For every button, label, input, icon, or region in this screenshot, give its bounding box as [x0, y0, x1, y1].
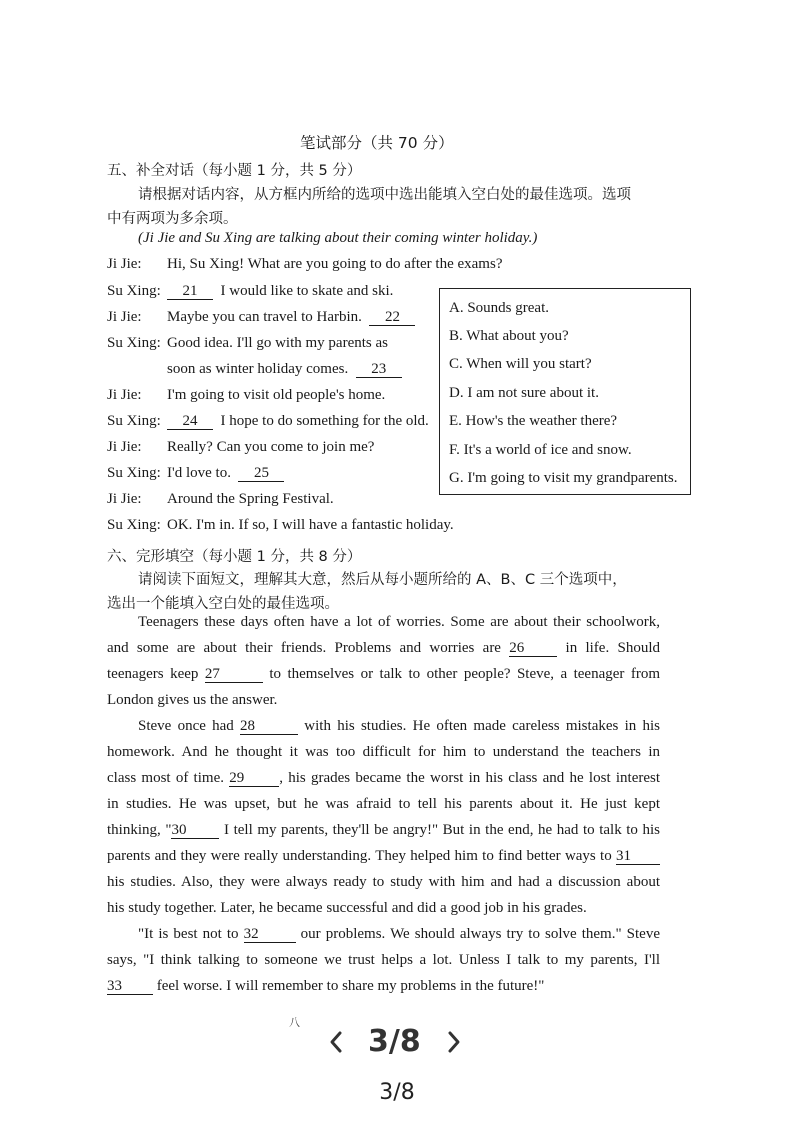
option-f: F. It's a world of ice and snow. [449, 442, 632, 458]
passage-line: says, "I think talking to someone we trust helps a lot. Unless I talk to my parents, I'll [107, 952, 660, 968]
dialogue-text: I would like to skate and ski. [220, 283, 394, 299]
passage-line: in studies. He was upset, but he was afraid to tell his parents about it. He just kept [107, 796, 660, 812]
passage-line [138, 718, 660, 735]
dialogue-line [107, 413, 429, 430]
passage-text: "It is best not to [138, 926, 239, 942]
dialogue-text: I'm going to visit old people's home. [167, 387, 386, 403]
dialogue-text: soon as winter holiday comes. [167, 361, 349, 377]
passage-text: in life. Should [565, 640, 661, 656]
option-d: D. I am not sure about it. [449, 385, 599, 401]
dialogue-line [107, 335, 388, 352]
passage-line [107, 978, 660, 995]
dialogue-line [107, 387, 385, 404]
option-a: A. Sounds great. [449, 300, 549, 316]
blank-29: 29 [229, 771, 279, 787]
passage-line [107, 666, 660, 683]
passage-text: class most of time. [107, 770, 224, 786]
section6-instruction-1: 请阅读下面短文，理解其大意，然后从每小题所给的 A、B、C 三个选项中， [138, 572, 627, 588]
speaker: Su Xing: [107, 517, 161, 533]
option-e: E. How's the weather there? [449, 413, 618, 429]
blank-24: 24 [167, 414, 213, 430]
blank-26: 26 [509, 641, 557, 657]
passage-line [107, 822, 660, 839]
dialogue-context: (Ji Jie and Su Xing are talking about their coming winter holiday.) [138, 230, 538, 246]
stray-mark: 八 [289, 1016, 300, 1029]
passage-text: and some are about their friends. Problems and worries are [107, 640, 501, 656]
passage-text: with his studies. He often made careless mistakes in his [304, 718, 660, 734]
passage-text: feel worse. I will remember to share my problems in the future!" [156, 978, 545, 994]
passage-text: our problems. We should always try to solve them." Steve [300, 926, 660, 942]
dialogue-line [107, 256, 502, 273]
option-c: C. When will you start? [449, 356, 592, 372]
dialogue-line [107, 465, 284, 482]
passage-line [138, 926, 660, 943]
speaker: Su Xing: [107, 283, 161, 299]
blank-21: 21 [167, 284, 213, 300]
section5-instruction-1: 请根据对话内容，从方框内所给的选项中选出能填入空白处的最佳选项。选项 [138, 187, 631, 203]
dialogue-text: Maybe you can travel to Harbin. [167, 309, 362, 325]
passage-line: Teenagers these days often have a lot of worries. Some are about their schoolwork, [138, 614, 660, 630]
dialogue-line [107, 283, 393, 300]
page-number-footer: 3/8 [379, 1080, 415, 1105]
dialogue-text: I'd love to. [167, 465, 231, 481]
chevron-left-icon[interactable] [328, 1030, 344, 1061]
blank-31: 31 [616, 849, 660, 865]
speaker: Su Xing: [107, 413, 161, 429]
passage-text: I tell my parents, they'll be angry!" But in the end, he had to talk to his [224, 822, 661, 838]
blank-23: 23 [356, 362, 402, 378]
passage-line [107, 640, 660, 657]
speaker: Ji Jie: [107, 256, 142, 272]
passage-line: London gives us the answer. [107, 692, 278, 708]
passage-text: , his grades became the worst in his class and he lost interest [279, 770, 661, 786]
speaker: Su Xing: [107, 465, 161, 481]
blank-28: 28 [240, 719, 298, 735]
dialogue-line [107, 309, 415, 326]
page-indicator: 3/8 [368, 1024, 421, 1059]
page-title: 笔试部分（共 70 分） [300, 134, 454, 152]
passage-line [107, 848, 660, 865]
speaker: Ji Jie: [107, 387, 142, 403]
blank-25: 25 [238, 466, 284, 482]
blank-27: 27 [205, 667, 263, 683]
blank-22: 22 [369, 310, 415, 326]
dialogue-text: Really? Can you come to join me? [167, 439, 375, 455]
option-g: G. I'm going to visit my grandparents. [449, 470, 678, 486]
speaker: Ji Jie: [107, 491, 142, 507]
passage-text: to themselves or talk to other people? Steve, a teenager from [269, 666, 661, 682]
options-box [439, 288, 691, 495]
passage-text: parents and they were really understanding. They helped him to find better ways to [107, 848, 612, 864]
section6-instruction-2: 选出一个能填入空白处的最佳选项。 [107, 596, 339, 612]
dialogue-text: Around the Spring Festival. [167, 491, 334, 507]
dialogue-line [167, 361, 402, 378]
passage-text: Steve once had [138, 718, 234, 734]
section5-instruction-2: 中有两项为多余项。 [107, 211, 238, 227]
passage-line: his studies. Also, they were always ready to study with him and had a discussion about [107, 874, 660, 890]
speaker: Su Xing: [107, 335, 161, 351]
section6-heading: 六、完形填空（每小题 1 分，共 8 分） [107, 549, 362, 565]
passage-line [107, 770, 660, 787]
chevron-right-icon[interactable] [446, 1030, 462, 1061]
blank-33: 33 [107, 979, 153, 995]
page-navigator [328, 1024, 468, 1064]
option-b: B. What about you? [449, 328, 569, 344]
speaker: Ji Jie: [107, 309, 142, 325]
section5-heading: 五、补全对话（每小题 1 分，共 5 分） [107, 163, 362, 179]
passage-line: homework. And he thought it was too difficult for him to understand the teachers in [107, 744, 660, 760]
dialogue-text: OK. I'm in. If so, I will have a fantastic holiday. [167, 517, 454, 533]
dialogue-text: Good idea. I'll go with my parents as [167, 335, 388, 351]
passage-text: teenagers keep [107, 666, 199, 682]
dialogue-line [107, 491, 334, 508]
blank-32: 32 [244, 927, 296, 943]
passage-text: thinking, " [107, 822, 172, 838]
speaker: Ji Jie: [107, 439, 142, 455]
passage-line: his study together. Later, he became successful and did a good job in his grades. [107, 900, 587, 916]
dialogue-line [107, 439, 374, 456]
dialogue-text: I hope to do something for the old. [220, 413, 429, 429]
dialogue-text: Hi, Su Xing! What are you going to do after the exams? [167, 256, 503, 272]
dialogue-line [107, 517, 454, 534]
blank-30: 30 [171, 823, 219, 839]
